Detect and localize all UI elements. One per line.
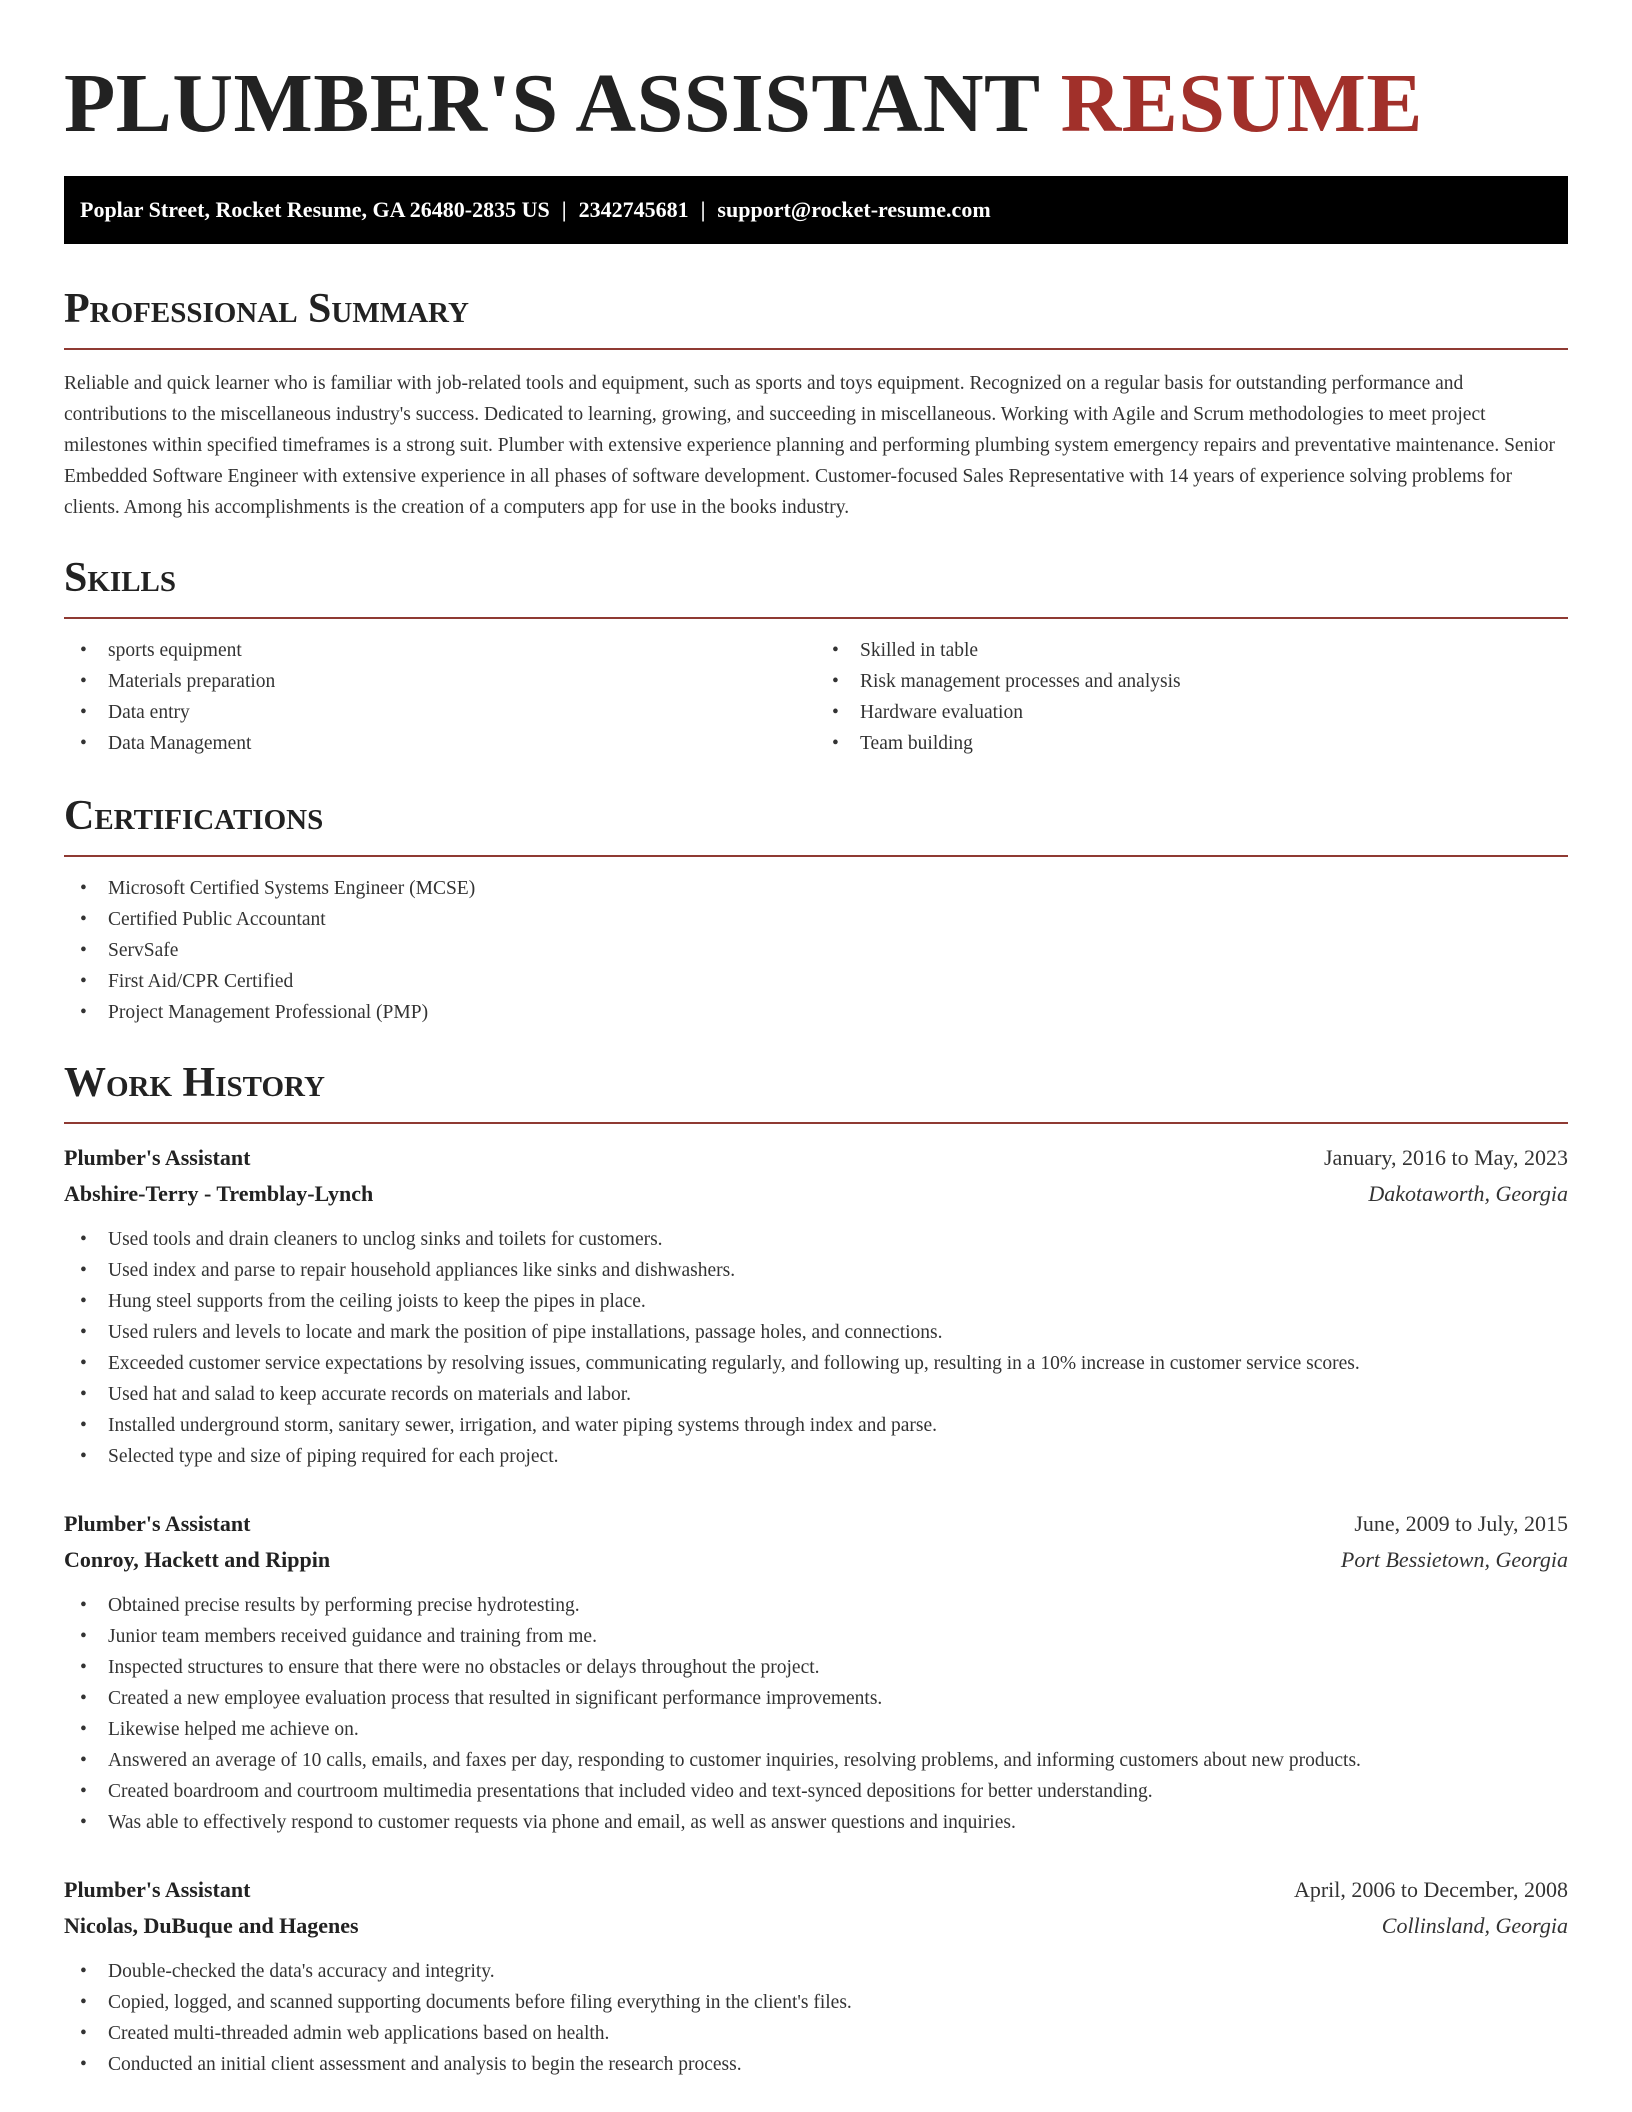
contact-separator: | [700,197,706,222]
job-entry [64,1506,1568,1838]
skills-column-left [64,635,816,759]
section-heading-skills: Skills [64,555,177,601]
job-dates: June, 2009 to July, 2015 [1354,1511,1568,1536]
section-heading-certifications: Certifications [64,793,324,839]
job-duty-item: • Created multi-threaded admin web applications based on health. [64,2018,1568,2049]
certification-item: • Microsoft Certified Systems Engineer (MCSE) [64,873,1568,904]
job-company: Conroy, Hackett and Rippin [64,1547,331,1572]
certification-item: • Project Management Professional (PMP) [64,997,1568,1028]
section-divider [64,855,1568,857]
job-title: Plumber's Assistant [64,1511,251,1536]
section-heading-work-history: Work History [64,1060,325,1106]
job-duty-item: • Installed underground storm, sanitary sewer, irrigation, and water piping systems through index and parse. [64,1410,1568,1441]
summary-text: Reliable and quick learner who is familiar with job-related tools and equipment, such as sports and toys equipment. Recognized on a regular basis for outstanding performance and contributions to the miscellaneous industry's success. Dedicated to learning, growing, and succeeding in miscellaneous. Working with Agile and Scrum methodologies to meet project milestones within specified timeframes is a strong suit. Plumber with extensive experience planning and performing plumbing system emergency repairs and preventative maintenance. Senior Embedded Software Engineer with extensive experience in all phases of software development. Customer-focused Sales Representative with 14 years of experience solving problems for clients. Among his accomplishments is the creation of a computers app for use in the books industry. [64,373,1555,518]
job-duty-item: • Used index and parse to repair household appliances like sinks and dishwashers. [64,1255,1568,1286]
job-header-row [64,1506,1568,1542]
job-duty-item: • Inspected structures to ensure that there were no obstacles or delays throughout the project. [64,1652,1568,1683]
job-duty-item: • Double-checked the data's accuracy and integrity. [64,1956,1568,1987]
job-duties [64,1590,1568,1838]
title-accent: RESUME [1060,57,1423,150]
contact-phone: 2342745681 [578,197,689,222]
skill-item: • Data entry [64,697,816,728]
skills-section [64,553,1568,759]
job-title: Plumber's Assistant [64,1145,251,1170]
job-duty-item: • Used hat and salad to keep accurate records on materials and labor. [64,1379,1568,1410]
job-duty-item: • Created boardroom and courtroom multimedia presentations that included video and text-synced depositions for better understanding. [64,1776,1568,1807]
job-entry [64,1872,1568,2080]
skill-item: • Team building [816,728,1568,759]
skill-item: • sports equipment [64,635,816,666]
job-company-row [64,1542,1568,1578]
job-header-row [64,1140,1568,1176]
job-location: Dakotaworth, Georgia [1368,1181,1568,1206]
skill-item: • Risk management processes and analysis [816,666,1568,697]
job-duty-item: • Exceeded customer service expectations by resolving issues, communicating regularly, and following up, resulting in a 10% increase in customer service scores. [64,1348,1568,1379]
job-duty-item: • Hung steel supports from the ceiling joists to keep the pipes in place. [64,1286,1568,1317]
job-header-row [64,1872,1568,1908]
section-heading-summary: Professional Summary [64,286,469,332]
job-company: Nicolas, DuBuque and Hagenes [64,1913,359,1938]
job-duty-item: • Created a new employee evaluation process that resulted in significant performance improvements. [64,1683,1568,1714]
job-title: Plumber's Assistant [64,1877,251,1902]
job-entry [64,1140,1568,1472]
certifications-section [64,791,1568,1028]
job-duty-item: • Used rulers and levels to locate and mark the position of pipe installations, passage holes, and connections. [64,1317,1568,1348]
certification-item: • ServSafe [64,935,1568,966]
section-divider [64,617,1568,619]
skill-item: • Materials preparation [64,666,816,697]
work-history-section [64,1058,1568,2080]
certification-item: • Certified Public Accountant [64,904,1568,935]
skills-column-right [816,635,1568,759]
job-duty-item: • Selected type and size of piping required for each project. [64,1441,1568,1472]
section-divider [64,348,1568,350]
job-company-row [64,1908,1568,1944]
job-dates: January, 2016 to May, 2023 [1324,1145,1568,1170]
job-duties [64,1956,1568,2080]
contact-address: Poplar Street, Rocket Resume, GA 26480-2835 US [80,197,550,222]
skill-item: • Data Management [64,728,816,759]
resume-title [64,0,1568,168]
job-company: Abshire-Terry - Tremblay-Lynch [64,1181,374,1206]
job-duty-item: • Likewise helped me achieve on. [64,1714,1568,1745]
job-duty-item: • Was able to effectively respond to customer requests via phone and email, as well as answer questions and inquiries. [64,1807,1568,1838]
certification-item: • First Aid/CPR Certified [64,966,1568,997]
job-duty-item: • Answered an average of 10 calls, emails, and faxes per day, responding to customer inquiries, resolving problems, and informing customers about new products. [64,1745,1568,1776]
job-dates: April, 2006 to December, 2008 [1293,1877,1568,1902]
section-divider [64,1122,1568,1124]
title-main: PLUMBER'S ASSISTANT [64,57,1040,150]
job-duty-item: • Obtained precise results by performing precise hydrotesting. [64,1590,1568,1621]
job-location: Collinsland, Georgia [1381,1913,1568,1938]
skills-grid [64,635,1568,759]
skill-item: • Skilled in table [816,635,1568,666]
contact-separator: | [561,197,567,222]
summary-section [64,284,1568,523]
job-duties [64,1224,1568,1472]
job-company-row [64,1176,1568,1212]
job-duty-item: • Copied, logged, and scanned supporting documents before filing everything in the client's files. [64,1987,1568,2018]
job-location: Port Bessietown, Georgia [1340,1547,1568,1572]
job-duty-item: • Conducted an initial client assessment and analysis to begin the research process. [64,2049,1568,2080]
job-duty-item: • Junior team members received guidance and training from me. [64,1621,1568,1652]
job-duty-item: • Used tools and drain cleaners to unclog sinks and toilets for customers. [64,1224,1568,1255]
certification-list [64,873,1568,1028]
contact-email: support@rocket-resume.com [717,197,991,222]
contact-bar [64,176,1568,244]
skill-item: • Hardware evaluation [816,697,1568,728]
